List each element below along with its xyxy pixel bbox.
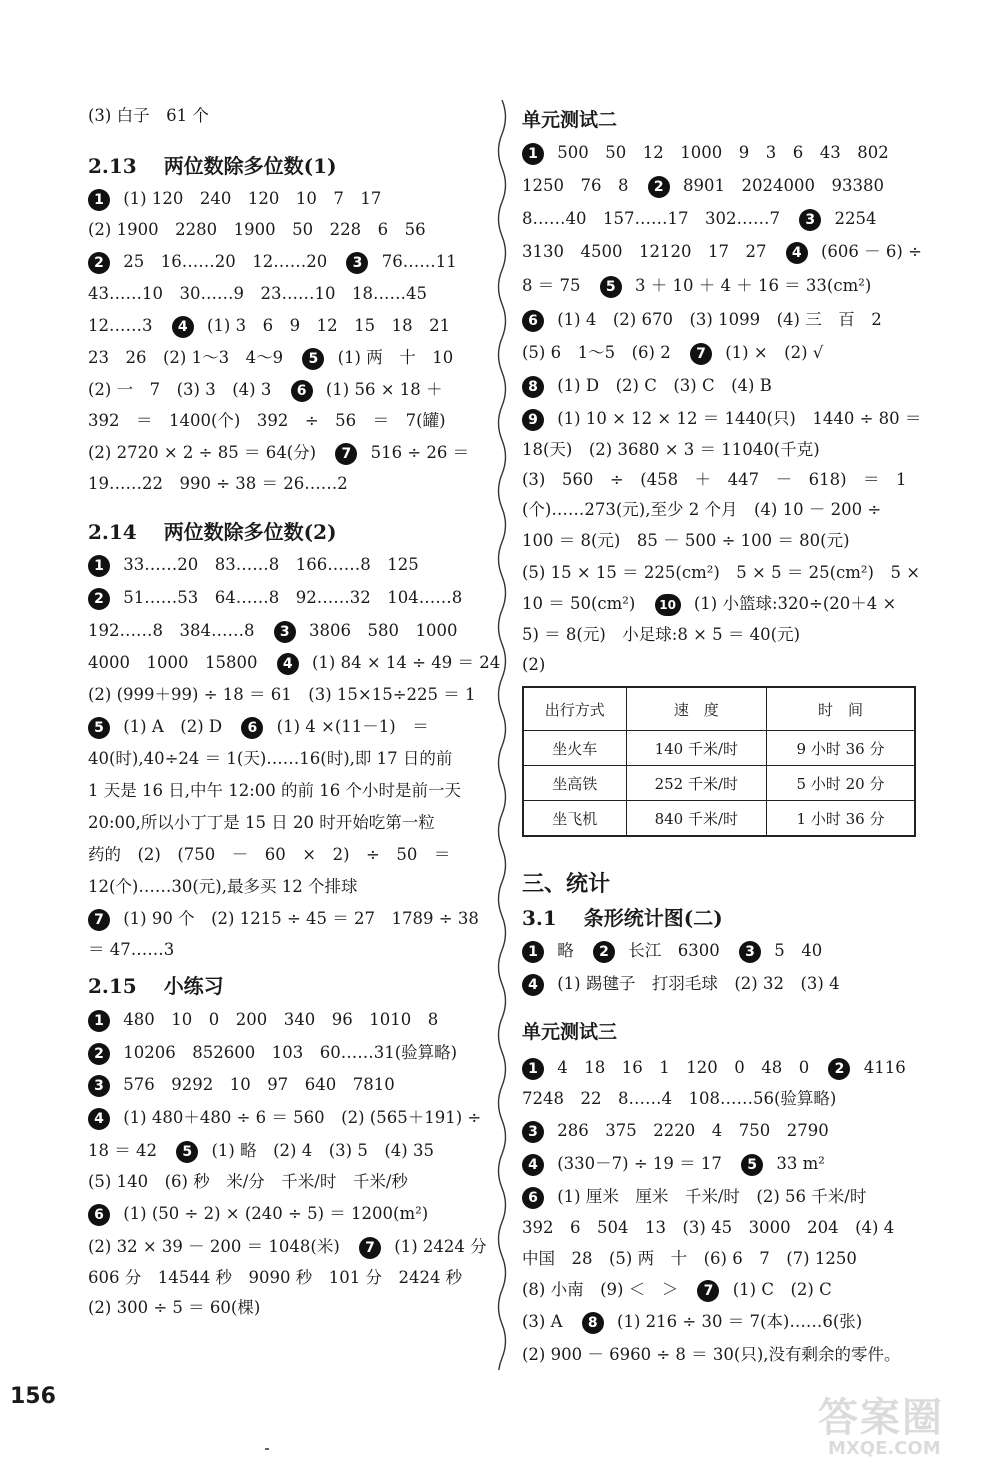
answer-line xyxy=(88,441,469,465)
answer-line xyxy=(522,274,871,298)
answer-text: 略 xyxy=(557,941,574,960)
question-number-badge: 7 xyxy=(335,443,357,465)
question-number-badge: 8 xyxy=(582,1312,604,1334)
answer-line xyxy=(522,1278,832,1302)
table-header-cell: 出行方式 xyxy=(523,687,626,731)
table-header-cell: 速 度 xyxy=(626,687,766,731)
answer-text: 33 m² xyxy=(776,1154,825,1173)
answer-text: 18 ＝ 42 xyxy=(88,1141,157,1160)
answer-line xyxy=(88,907,479,931)
answer-text: 4116 xyxy=(863,1058,906,1077)
answer-text: (1) 56 × 18 ＋ xyxy=(325,380,443,399)
question-number-badge: 2 xyxy=(593,941,615,963)
table-row xyxy=(523,801,915,837)
answer-text: (1) C (2) C xyxy=(732,1280,832,1299)
answer-text: 3130 4500 12120 17 27 xyxy=(522,242,767,261)
answer-line: (2) (999＋99) ÷ 18 ＝ 61 (3) 15×15÷225 ＝ 1 xyxy=(88,685,476,704)
answer-line: (2) xyxy=(522,655,546,674)
table-cell: 9 小时 36 分 xyxy=(767,731,916,766)
answer-line xyxy=(88,1106,481,1130)
answer-text: 25 16……20 12……20 xyxy=(123,252,328,271)
question-number-badge: 6 xyxy=(291,380,313,402)
table-cell: 5 小时 20 分 xyxy=(767,766,916,801)
section-number: 3.1 xyxy=(522,906,557,930)
answer-line: 18(天) (2) 3680 × 3 ＝ 11040(千克) xyxy=(522,440,820,459)
answer-line xyxy=(522,1152,825,1176)
answer-text: 286 375 2220 4 750 2790 xyxy=(557,1121,829,1140)
watermark-text: 答案圈 xyxy=(818,1395,944,1441)
section-heading-3-1 xyxy=(522,904,723,932)
question-number-badge: 5 xyxy=(302,348,324,370)
answer-text: (5) 6 1～5 (6) 2 xyxy=(522,343,671,362)
answer-text: (1) 4 (2) 670 (3) 1099 (4) 三 百 2 xyxy=(557,310,882,329)
answer-text: 192……8 384……8 xyxy=(88,621,255,640)
answer-line xyxy=(88,619,457,643)
page-number: 156 xyxy=(10,1384,56,1409)
answer-text: 12……3 xyxy=(88,316,153,335)
section-heading-2-14 xyxy=(88,518,337,546)
question-number-badge: 4 xyxy=(172,316,194,338)
answer-text: 4000 1000 15800 xyxy=(88,653,258,672)
section-number: 2.14 xyxy=(88,520,137,544)
answer-text: (1) 小篮球:320÷(20＋4 × xyxy=(693,594,897,613)
question-number-badge: 10 xyxy=(655,594,681,616)
table-cell: 252 千米/时 xyxy=(626,766,766,801)
answer-line xyxy=(88,187,381,211)
question-number-badge: 6 xyxy=(522,1187,544,1209)
table-cell: 坐火车 xyxy=(523,731,626,766)
answer-text: (1) × (2) √ xyxy=(725,343,824,362)
answer-text: 2254 xyxy=(834,209,877,228)
answer-text: 500 50 12 1000 9 3 6 43 802 xyxy=(557,143,889,162)
answer-line: 606 分 14544 秒 9090 秒 101 分 2424 秒 xyxy=(88,1268,463,1287)
answer-line xyxy=(88,1202,428,1226)
answer-line: 7248 22 8……4 108……56(验算略) xyxy=(522,1089,837,1108)
answer-line xyxy=(88,1041,457,1065)
question-number-badge: 3 xyxy=(799,209,821,231)
answer-text: 3806 580 1000 xyxy=(308,621,458,640)
question-number-badge: 5 xyxy=(600,276,622,298)
question-number-badge: 3 xyxy=(274,621,296,643)
answer-line: 1 天是 16 日,中午 12:00 的前 16 个小时是前一天 xyxy=(88,781,461,800)
watermark-url: MXQE.COM xyxy=(828,1438,941,1459)
answer-line: 药的 (2) (750 － 60 × 2) ÷ 50 ＝ xyxy=(88,845,451,864)
answer-text: 1250 76 8 xyxy=(522,176,629,195)
answer-line xyxy=(522,240,922,264)
answer-text: (3) A xyxy=(522,1312,563,1331)
answer-text: 51……53 64……8 92……32 104……8 xyxy=(123,588,463,607)
table-cell: 坐高铁 xyxy=(523,766,626,801)
question-number-badge: 1 xyxy=(88,1010,110,1032)
answer-line xyxy=(522,141,889,165)
answer-line: (5) 15 × 15 ＝ 225(cm²) 5 × 5 ＝ 25(cm²) 5 × xyxy=(522,563,921,582)
answer-text: (1) 4 ×(11－1) ＝ xyxy=(276,717,429,736)
table-cell: 1 小时 36 分 xyxy=(767,801,916,837)
answer-text: (1) D (2) C (3) C (4) B xyxy=(557,376,772,395)
question-number-badge: 6 xyxy=(522,310,544,332)
answer-line xyxy=(522,1119,829,1143)
answer-text: (1) 踢毽子 打羽毛球 (2) 32 (3) 4 xyxy=(557,974,840,993)
answer-line xyxy=(522,1056,906,1080)
wavy-column-divider xyxy=(494,100,510,1370)
section-title: 小练习 xyxy=(163,974,224,998)
question-number-badge: 4 xyxy=(786,242,808,264)
question-number-badge: 1 xyxy=(522,941,544,963)
answer-text: 4 18 16 1 120 0 48 0 xyxy=(557,1058,810,1077)
question-number-badge: 8 xyxy=(522,376,544,398)
travel-table xyxy=(522,686,916,837)
question-number-badge: 3 xyxy=(346,252,368,274)
question-number-badge: 1 xyxy=(522,1058,544,1080)
table-cell: 840 千米/时 xyxy=(626,801,766,837)
answer-line: 40(时),40÷24 ＝ 1(天)……16(时),即 17 日的前 xyxy=(88,749,453,768)
answer-text: (1) 90 个 (2) 1215 ÷ 45 ＝ 27 1789 ÷ 38 xyxy=(123,909,479,928)
answer-text: (1) 84 × 14 ÷ 49 ＝ 24 xyxy=(311,653,501,672)
answer-line xyxy=(522,1185,866,1209)
question-number-badge: 2 xyxy=(88,1043,110,1065)
answer-line: 19……22 990 ÷ 38 ＝ 26……2 xyxy=(88,474,348,493)
answer-text: (606 － 6) ÷ xyxy=(820,242,922,261)
answer-line xyxy=(88,651,500,675)
answer-line xyxy=(88,314,450,338)
answer-text: 23 26 (2) 1～3 4～9 xyxy=(88,348,284,367)
question-number-badge: 5 xyxy=(741,1154,763,1176)
question-number-badge: 5 xyxy=(88,717,110,739)
section-heading-2-15 xyxy=(88,972,224,1000)
answer-text: (1) 3 6 9 12 15 18 21 xyxy=(207,316,451,335)
answer-line xyxy=(88,715,429,739)
question-number-badge: 3 xyxy=(739,941,761,963)
unit-test-heading: 单元测试三 xyxy=(522,1021,618,1043)
answer-text: 长江 6300 xyxy=(628,941,720,960)
answer-line: (2) 1900 2280 1900 50 228 6 56 xyxy=(88,220,426,239)
question-number-badge: 9 xyxy=(522,409,544,431)
answer-line: ＝ 47……3 xyxy=(88,940,175,959)
answer-line: (3) 560 ÷ (458 ＋ 447 － 618) ＝ 1 xyxy=(522,470,907,489)
answer-text: (1) A (2) D xyxy=(123,717,223,736)
answer-line: 392 ＝ 1400(个) 392 ÷ 56 ＝ 7(罐) xyxy=(88,411,446,430)
question-number-badge: 7 xyxy=(88,909,110,931)
chapter-heading: 三、统计 xyxy=(522,871,611,897)
answer-line: (2) 900 － 6960 ÷ 8 ＝ 30(只),没有剩余的零件。 xyxy=(522,1345,901,1364)
answer-line xyxy=(522,308,882,332)
answer-line xyxy=(522,207,876,231)
answer-line: 100 ＝ 8(元) 85 － 500 ÷ 100 ＝ 80(元) xyxy=(522,531,850,550)
answer-line: 中国 28 (5) 两 十 (6) 6 7 (7) 1250 xyxy=(522,1249,857,1268)
answer-text: 576 9292 10 97 640 7810 xyxy=(123,1075,395,1094)
table-cell: 坐飞机 xyxy=(523,801,626,837)
section-title: 条形统计图(二) xyxy=(583,906,723,930)
answer-text: 480 10 0 200 340 96 1010 8 xyxy=(123,1010,439,1029)
question-number-badge: 2 xyxy=(648,176,670,198)
answer-line: 392 6 504 13 (3) 45 3000 204 (4) 4 xyxy=(522,1218,895,1237)
question-number-badge: 1 xyxy=(522,143,544,165)
answer-text: (1) 120 240 120 10 7 17 xyxy=(123,189,382,208)
answer-line xyxy=(88,1139,434,1163)
answer-text: (1) 480＋480 ÷ 6 ＝ 560 (2) (565＋191) ÷ xyxy=(123,1108,482,1127)
question-number-badge: 6 xyxy=(88,1204,110,1226)
section-number: 2.15 xyxy=(88,974,137,998)
answer-text: (1) 略 (2) 4 (3) 5 (4) 35 xyxy=(211,1141,434,1160)
question-number-badge: 4 xyxy=(88,1108,110,1130)
answer-line xyxy=(522,939,822,963)
section-title: 两位数除多位数(2) xyxy=(163,520,337,544)
table-header-row xyxy=(523,687,915,731)
answer-line xyxy=(88,250,457,274)
table-cell: 140 千米/时 xyxy=(626,731,766,766)
answer-text: (2) 32 × 39 － 200 ＝ 1048(米) xyxy=(88,1237,340,1256)
answer-text: 5 40 xyxy=(774,941,823,960)
answer-text: (1) (50 ÷ 2) × (240 ÷ 5) ＝ 1200(m²) xyxy=(123,1204,429,1223)
question-number-badge: 6 xyxy=(241,717,263,739)
question-number-badge: 2 xyxy=(88,588,110,610)
section-title: 两位数除多位数(1) xyxy=(163,154,337,178)
answer-line xyxy=(88,346,453,370)
answer-text: 8……40 157……17 302……7 xyxy=(522,209,780,228)
answer-line: (5) 140 (6) 秒 米/分 千米/时 千米/秒 xyxy=(88,1172,408,1191)
answer-text: (2) 2720 × 2 ÷ 85 ＝ 64(分) xyxy=(88,443,317,462)
table-row xyxy=(523,731,915,766)
question-number-badge: 7 xyxy=(359,1237,381,1259)
question-number-badge: 7 xyxy=(690,343,712,365)
answer-text: (330－7) ÷ 19 ＝ 17 xyxy=(557,1154,722,1173)
answer-line xyxy=(88,378,443,402)
answer-line xyxy=(522,174,884,198)
question-number-badge: 7 xyxy=(697,1280,719,1302)
answer-text: 516 ÷ 26 ＝ xyxy=(370,443,470,462)
question-number-badge: 2 xyxy=(88,252,110,274)
answer-line xyxy=(522,972,840,996)
question-number-badge: 4 xyxy=(522,974,544,996)
answer-text: 8 ＝ 75 xyxy=(522,276,581,295)
answer-text: 33……20 83……8 166……8 125 xyxy=(123,555,419,574)
answer-text: (8) 小南 (9) ＜ ＞ xyxy=(522,1280,679,1299)
answer-line xyxy=(88,553,419,577)
watermark-logo xyxy=(818,1386,978,1466)
section-number: 2.13 xyxy=(88,154,137,178)
question-number-badge: 1 xyxy=(88,555,110,577)
answer-line xyxy=(522,407,921,431)
answer-line xyxy=(88,1073,395,1097)
answer-text: (1) 厘米 厘米 千米/时 (2) 56 千米/时 xyxy=(557,1187,867,1206)
answer-text: 8901 2024000 93380 xyxy=(683,176,884,195)
answer-line: 5) ＝ 8(元) 小足球:8 × 5 ＝ 40(元) xyxy=(522,625,801,644)
answer-line: 12(个)……30(元),最多买 12 个排球 xyxy=(88,877,358,896)
answer-text: (1) 216 ÷ 30 ＝ 7(本)……6(张) xyxy=(617,1312,863,1331)
unit-test-heading: 单元测试二 xyxy=(522,109,618,131)
answer-line xyxy=(522,374,772,398)
print-speck xyxy=(265,1448,269,1450)
answer-text: 3 ＋ 10 ＋ 4 ＋ 16 ＝ 33(cm²) xyxy=(634,276,872,295)
answer-line: 20:00,所以小丁丁是 15 日 20 时开始吃第一粒 xyxy=(88,813,435,832)
answer-line xyxy=(522,341,823,365)
answer-text: (2) 一 7 (3) 3 (4) 3 xyxy=(88,380,272,399)
table-header-cell: 时 间 xyxy=(767,687,916,731)
table-row xyxy=(523,766,915,801)
answer-line xyxy=(522,592,896,616)
answer-line: (个)……273(元),至少 2 个月 (4) 10 － 200 ÷ xyxy=(522,500,882,519)
answer-line: (2) 300 ÷ 5 ＝ 60(棵) xyxy=(88,1298,261,1317)
question-number-badge: 3 xyxy=(522,1121,544,1143)
answer-text: (1) 2424 分 xyxy=(394,1237,487,1256)
text-line: (3) 白子 61 个 xyxy=(88,106,209,125)
question-number-badge: 4 xyxy=(277,653,299,675)
answer-text: (1) 两 十 10 xyxy=(337,348,454,367)
answer-line xyxy=(88,1008,438,1032)
question-number-badge: 1 xyxy=(88,189,110,211)
question-number-badge: 3 xyxy=(88,1075,110,1097)
question-number-badge: 2 xyxy=(828,1058,850,1080)
answer-line xyxy=(522,1310,862,1334)
answer-text: 76……11 xyxy=(381,252,457,271)
section-heading-2-13 xyxy=(88,152,337,180)
answer-text: 10206 852600 103 60……31(验算略) xyxy=(123,1043,458,1062)
answer-line xyxy=(88,1235,487,1259)
question-number-badge: 5 xyxy=(176,1141,198,1163)
answer-text: (1) 10 × 12 × 12 ＝ 1440(只) 1440 ÷ 80 ＝ xyxy=(557,409,922,428)
question-number-badge: 4 xyxy=(522,1154,544,1176)
answer-line xyxy=(88,586,462,610)
answer-line: 43……10 30……9 23……10 18……45 xyxy=(88,284,427,303)
answer-text: 10 ＝ 50(cm²) xyxy=(522,594,636,613)
